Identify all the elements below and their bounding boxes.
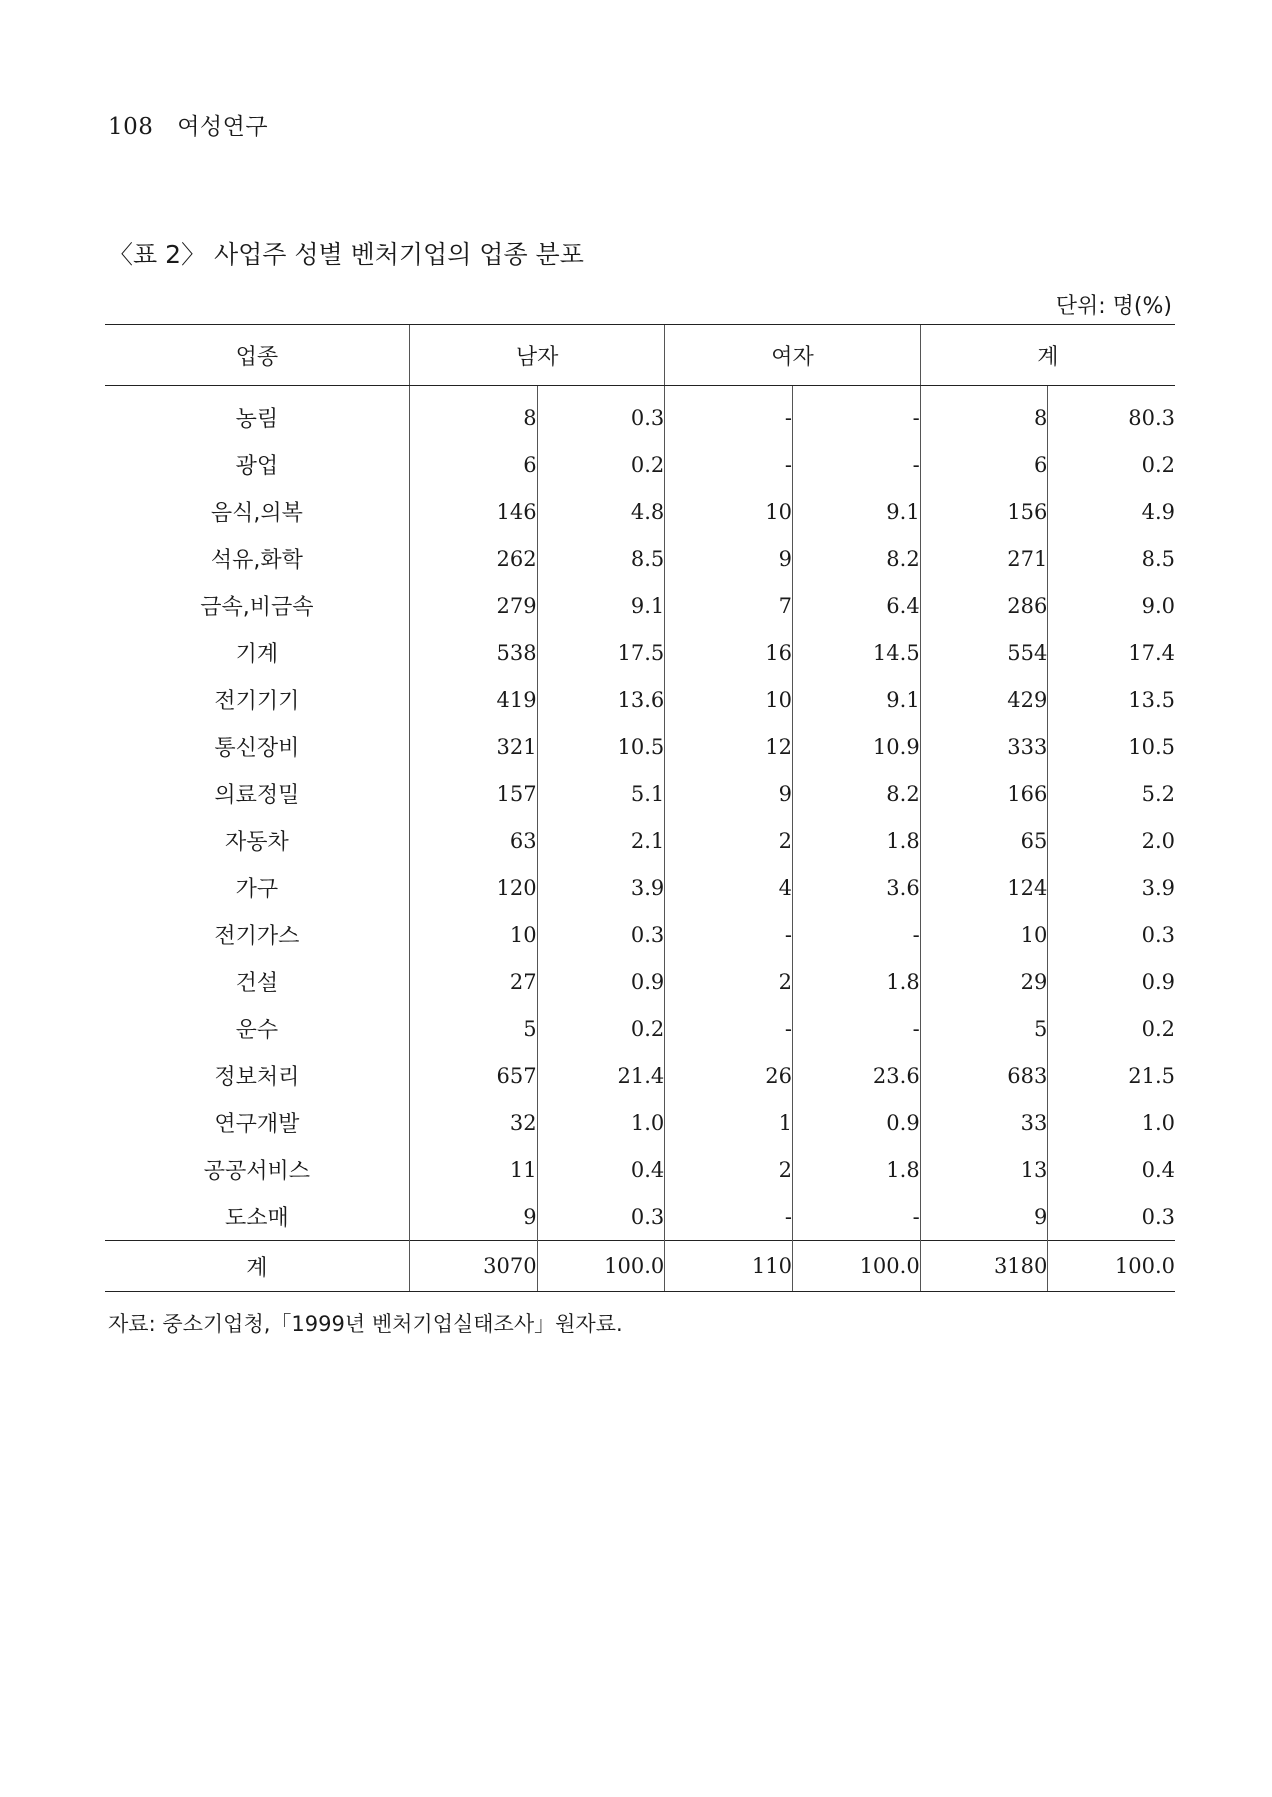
female-count-cell: 110 (665, 1241, 793, 1292)
table-row (105, 911, 1175, 958)
industry-cell: 운수 (235, 1018, 279, 1043)
total-count-cell: 29 (920, 958, 1048, 1005)
male-count-cell: 146 (409, 488, 537, 535)
male-percent-cell: 13.6 (537, 676, 665, 723)
source-note: 자료: 중소기업청,「1999년 벤처기업실태조사」원자료. (108, 1312, 623, 1336)
total-percent-cell: 10.5 (1048, 723, 1175, 770)
male-count-cell: 10 (409, 911, 537, 958)
male-count-cell: 262 (409, 535, 537, 582)
male-percent-cell: 5.1 (537, 770, 665, 817)
male-count-cell: 5 (409, 1005, 537, 1052)
female-percent-cell: - (792, 1005, 920, 1052)
table-row (105, 1005, 1175, 1052)
female-count-cell: - (665, 1005, 793, 1052)
male-count-cell: 63 (409, 817, 537, 864)
male-percent-cell: 100.0 (537, 1241, 665, 1292)
table-row (105, 1052, 1175, 1099)
table-body (105, 386, 1175, 1292)
female-count-cell: 4 (665, 864, 793, 911)
journal-title: 여성연구 (177, 114, 269, 140)
male-count-cell: 32 (409, 1099, 537, 1146)
male-percent-cell: 1.0 (537, 1099, 665, 1146)
industry-cell: 금속,비금속 (200, 595, 314, 620)
total-percent-cell: 8.5 (1048, 535, 1175, 582)
industry-cell: 계 (105, 1241, 409, 1292)
total-count-cell: 3180 (920, 1241, 1048, 1292)
industry-cell: 공공서비스 (203, 1159, 311, 1184)
female-percent-cell: 0.9 (792, 1099, 920, 1146)
header-male: 남자 (409, 325, 664, 386)
total-percent-cell: 0.2 (1048, 441, 1175, 488)
male-count-cell: 419 (409, 676, 537, 723)
header-female: 여자 (665, 325, 920, 386)
industry-distribution-table (105, 324, 1175, 1292)
female-percent-cell: 1.8 (792, 1146, 920, 1193)
total-count-cell: 5 (920, 1005, 1048, 1052)
female-percent-cell: 100.0 (792, 1241, 920, 1292)
female-count-cell: 7 (665, 582, 793, 629)
industry-cell: 광업 (235, 454, 279, 479)
total-percent-cell: 1.0 (1048, 1099, 1175, 1146)
industry-cell: 정보처리 (214, 1065, 300, 1090)
total-percent-cell: 100.0 (1048, 1241, 1175, 1292)
header-industry: 업종 (105, 325, 409, 386)
total-count-cell: 33 (920, 1099, 1048, 1146)
industry-cell: 기계 (235, 642, 279, 667)
male-count-cell: 120 (409, 864, 537, 911)
table-row (105, 488, 1175, 535)
female-percent-cell: 1.8 (792, 817, 920, 864)
total-percent-cell: 0.9 (1048, 958, 1175, 1005)
total-count-cell: 8 (920, 386, 1048, 442)
male-count-cell: 321 (409, 723, 537, 770)
table-row (105, 535, 1175, 582)
female-percent-cell: - (792, 441, 920, 488)
male-count-cell: 3070 (409, 1241, 537, 1292)
table-row (105, 723, 1175, 770)
total-count-cell: 13 (920, 1146, 1048, 1193)
male-percent-cell: 8.5 (537, 535, 665, 582)
male-percent-cell: 17.5 (537, 629, 665, 676)
table-row (105, 958, 1175, 1005)
female-count-cell: - (665, 386, 793, 442)
male-percent-cell: 0.4 (537, 1146, 665, 1193)
total-percent-cell: 4.9 (1048, 488, 1175, 535)
female-count-cell: - (665, 1193, 793, 1241)
total-percent-cell: 2.0 (1048, 817, 1175, 864)
male-percent-cell: 0.2 (537, 441, 665, 488)
table-row (105, 582, 1175, 629)
female-percent-cell: 9.1 (792, 676, 920, 723)
industry-cell: 연구개발 (214, 1112, 300, 1137)
industry-cell: 도소매 (225, 1206, 289, 1231)
female-percent-cell: - (792, 386, 920, 442)
table-header-row (105, 325, 1175, 386)
male-count-cell: 157 (409, 770, 537, 817)
female-percent-cell: 3.6 (792, 864, 920, 911)
male-count-cell: 657 (409, 1052, 537, 1099)
page-number: 108 (108, 114, 154, 140)
total-count-cell: 683 (920, 1052, 1048, 1099)
female-percent-cell: - (792, 1193, 920, 1241)
total-percent-cell: 80.3 (1048, 386, 1175, 442)
total-percent-cell: 13.5 (1048, 676, 1175, 723)
total-count-cell: 9 (920, 1193, 1048, 1241)
male-percent-cell: 0.3 (537, 1193, 665, 1241)
total-count-cell: 554 (920, 629, 1048, 676)
running-head (108, 108, 268, 141)
table-total-row (105, 1241, 1175, 1292)
total-count-cell: 124 (920, 864, 1048, 911)
industry-cell: 전기기기 (214, 689, 300, 714)
female-count-cell: 2 (665, 1146, 793, 1193)
female-count-cell: 2 (665, 817, 793, 864)
male-count-cell: 6 (409, 441, 537, 488)
total-percent-cell: 0.2 (1048, 1005, 1175, 1052)
male-percent-cell: 0.9 (537, 958, 665, 1005)
male-count-cell: 27 (409, 958, 537, 1005)
male-count-cell: 11 (409, 1146, 537, 1193)
total-count-cell: 286 (920, 582, 1048, 629)
female-count-cell: 10 (665, 676, 793, 723)
header-total: 계 (920, 325, 1175, 386)
female-percent-cell: 6.4 (792, 582, 920, 629)
female-count-cell: - (665, 441, 793, 488)
male-percent-cell: 0.3 (537, 911, 665, 958)
table-row (105, 676, 1175, 723)
male-percent-cell: 2.1 (537, 817, 665, 864)
male-count-cell: 8 (409, 386, 537, 442)
female-percent-cell: - (792, 911, 920, 958)
total-percent-cell: 17.4 (1048, 629, 1175, 676)
industry-cell: 의료정밀 (214, 783, 300, 808)
table-row (105, 629, 1175, 676)
total-percent-cell: 5.2 (1048, 770, 1175, 817)
female-count-cell: 26 (665, 1052, 793, 1099)
male-percent-cell: 0.3 (537, 386, 665, 442)
male-percent-cell: 4.8 (537, 488, 665, 535)
table-caption: 〈표 2〉 사업주 성별 벤처기업의 업종 분포 (108, 240, 584, 269)
table-row (105, 1146, 1175, 1193)
total-percent-cell: 0.3 (1048, 911, 1175, 958)
male-percent-cell: 0.2 (537, 1005, 665, 1052)
female-percent-cell: 14.5 (792, 629, 920, 676)
total-count-cell: 65 (920, 817, 1048, 864)
male-count-cell: 279 (409, 582, 537, 629)
industry-cell: 자동차 (225, 830, 289, 855)
female-percent-cell: 23.6 (792, 1052, 920, 1099)
table-row (105, 1193, 1175, 1241)
total-count-cell: 333 (920, 723, 1048, 770)
industry-cell: 건설 (235, 971, 279, 996)
male-percent-cell: 3.9 (537, 864, 665, 911)
table-row (105, 441, 1175, 488)
female-percent-cell: 9.1 (792, 488, 920, 535)
female-percent-cell: 1.8 (792, 958, 920, 1005)
total-percent-cell: 9.0 (1048, 582, 1175, 629)
female-percent-cell: 8.2 (792, 770, 920, 817)
female-count-cell: 9 (665, 535, 793, 582)
unit-note: 단위: 명(%) (1055, 294, 1172, 319)
industry-cell: 음식,의복 (210, 501, 303, 526)
female-count-cell: 12 (665, 723, 793, 770)
table-row (105, 1099, 1175, 1146)
female-count-cell: 10 (665, 488, 793, 535)
total-percent-cell: 21.5 (1048, 1052, 1175, 1099)
female-percent-cell: 8.2 (792, 535, 920, 582)
total-count-cell: 271 (920, 535, 1048, 582)
male-percent-cell: 9.1 (537, 582, 665, 629)
total-count-cell: 166 (920, 770, 1048, 817)
table-row (105, 817, 1175, 864)
total-count-cell: 429 (920, 676, 1048, 723)
female-percent-cell: 10.9 (792, 723, 920, 770)
total-percent-cell: 0.3 (1048, 1193, 1175, 1241)
male-count-cell: 9 (409, 1193, 537, 1241)
industry-cell: 전기가스 (214, 924, 300, 949)
total-percent-cell: 0.4 (1048, 1146, 1175, 1193)
female-count-cell: - (665, 911, 793, 958)
male-percent-cell: 10.5 (537, 723, 665, 770)
table-row (105, 864, 1175, 911)
female-count-cell: 16 (665, 629, 793, 676)
total-count-cell: 6 (920, 441, 1048, 488)
female-count-cell: 1 (665, 1099, 793, 1146)
table-row (105, 770, 1175, 817)
table-row (105, 386, 1175, 442)
industry-cell: 석유,화학 (210, 548, 303, 573)
industry-cell: 통신장비 (214, 736, 300, 761)
female-count-cell: 2 (665, 958, 793, 1005)
male-percent-cell: 21.4 (537, 1052, 665, 1099)
total-count-cell: 156 (920, 488, 1048, 535)
industry-cell: 가구 (235, 877, 279, 902)
total-count-cell: 10 (920, 911, 1048, 958)
total-percent-cell: 3.9 (1048, 864, 1175, 911)
male-count-cell: 538 (409, 629, 537, 676)
industry-cell: 농림 (235, 407, 279, 432)
female-count-cell: 9 (665, 770, 793, 817)
